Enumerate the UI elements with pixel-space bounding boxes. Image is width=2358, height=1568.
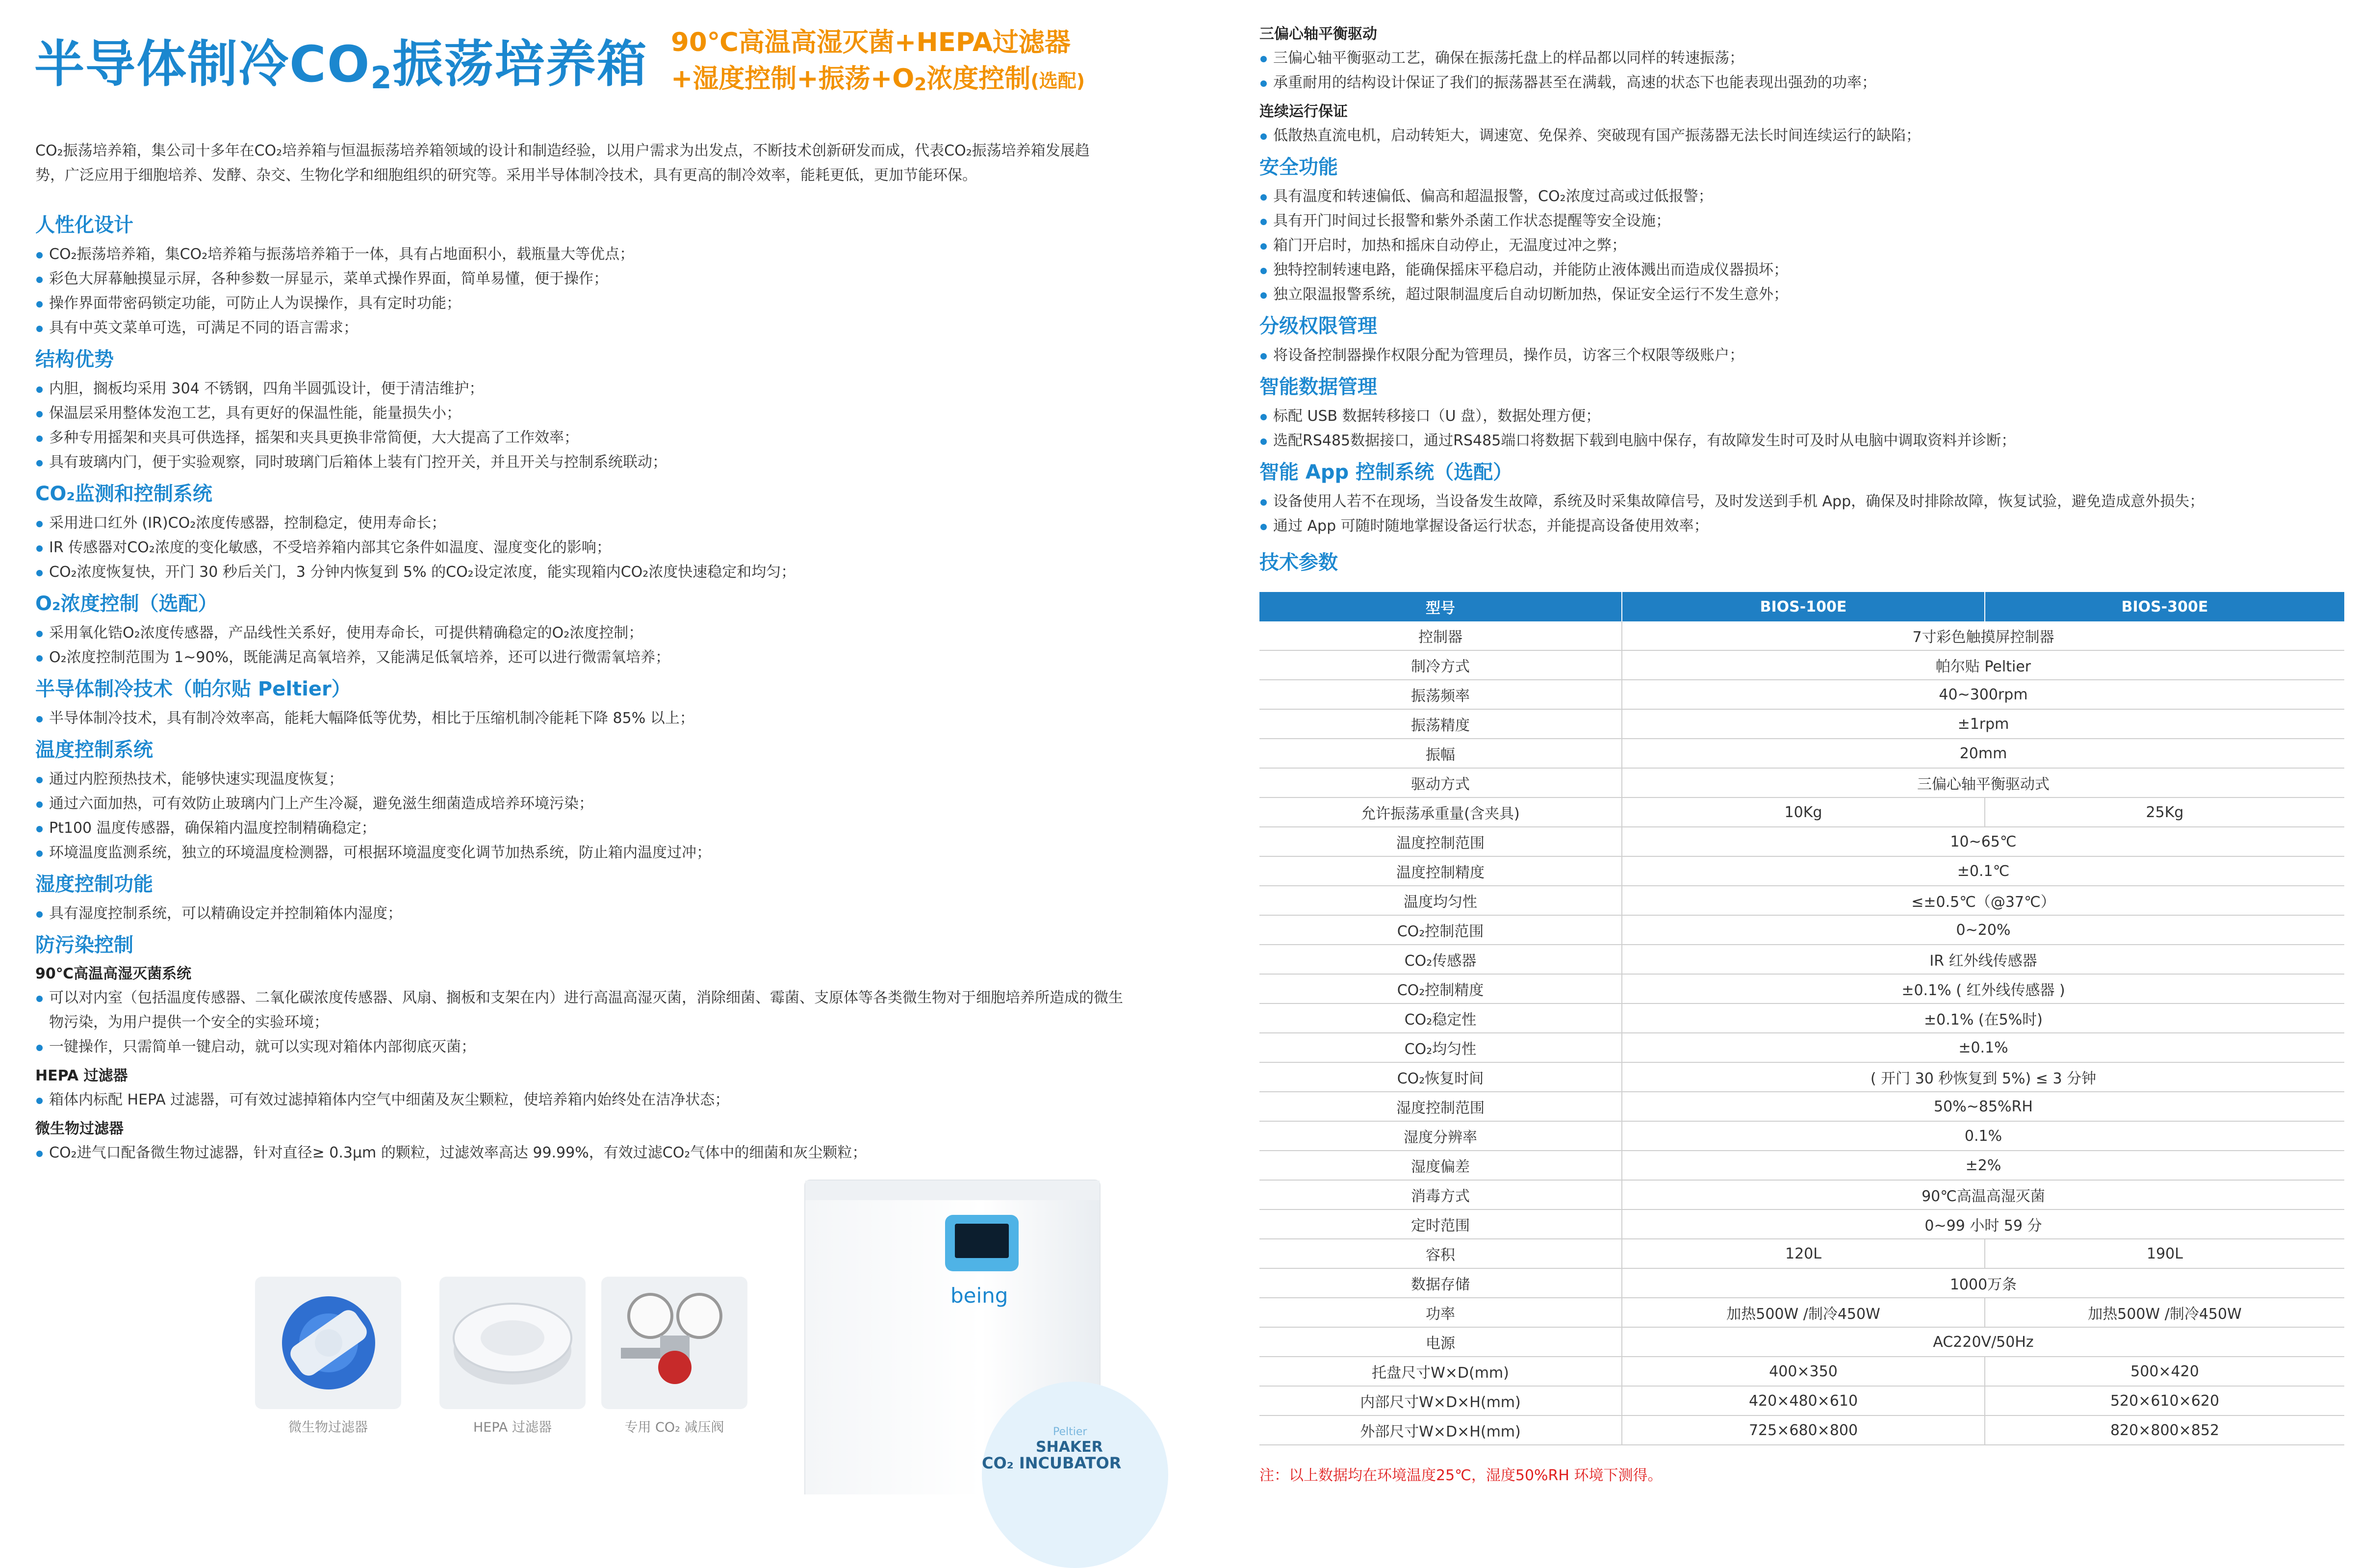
tagline: [671, 25, 1161, 103]
microbial-filter-image: [255, 1277, 401, 1409]
feature-item: 多种专用摇架和夹具可供选择，摇架和夹具更换非常简便，大大提高了工作效率；: [35, 426, 1124, 450]
spec-param-value: ±0.1℃: [1622, 856, 2344, 886]
screen-display: [955, 1224, 1009, 1258]
spec-param-value: ±1rpm: [1622, 709, 2344, 739]
control-panel-screen: [945, 1215, 1019, 1271]
drive-item: 三偏心轴平衡驱动工艺，确保在振荡托盘上的样品都以同样的转速振荡；: [1259, 46, 2348, 71]
title-text-pre: 半导体制冷CO: [34, 35, 371, 94]
feature-item: 半导体制冷技术，具有制冷效率高，能耗大幅降低等优势，相比于压缩机制冷能耗下降 85% 以上；: [35, 706, 1124, 731]
section-title: 防污染控制: [35, 934, 133, 956]
spec-param-name: CO₂恢复时间: [1259, 1062, 1622, 1092]
feature-list: [35, 377, 1124, 475]
feature-item: 将设备控制器操作权限分配为管理员，操作员，访客三个权限等级账户；: [1259, 343, 2348, 368]
feature-item: 独立限温报警系统，超过限制温度后自动切断加热，保证安全运行不发生意外；: [1259, 283, 2348, 307]
spec-param-value: 0~99 小时 59 分: [1622, 1209, 2344, 1239]
spec-value-300e: 190L: [1985, 1239, 2344, 1268]
spec-param-name: 振幅: [1259, 739, 1622, 768]
feature-item: 彩色大屏幕触摸显示屏，各种参数一屏显示，菜单式操作界面，简单易懂，便于操作；: [35, 267, 1124, 291]
spec-param-value: 20mm: [1622, 739, 2344, 768]
spec-value-100e: 10Kg: [1622, 797, 1985, 827]
caption-hepa-filter: HEPA 过滤器: [473, 1420, 552, 1435]
section-title: O₂浓度控制（选配）: [35, 592, 218, 615]
spec-param-name: 定时范围: [1259, 1209, 1622, 1239]
spec-table-body: [1259, 621, 2344, 1445]
tagline-line2-sub: 2: [914, 75, 927, 95]
spec-row: [1259, 856, 2344, 886]
feature-list: [1259, 404, 2348, 453]
spec-value-100e: 400×350: [1622, 1357, 1985, 1386]
spec-param-value: 1000万条: [1622, 1268, 2344, 1298]
spec-param-value: 7寸彩色触摸屏控制器: [1622, 621, 2344, 650]
feature-item: 具有温度和转速偏低、偏高和超温报警，CO₂浓度过高或过低报警；: [1259, 184, 2348, 209]
spec-table: [1259, 592, 2344, 1445]
spec-param-name: 内部尺寸W×D×H(mm): [1259, 1386, 1622, 1415]
spec-row: [1259, 1268, 2344, 1298]
feature-list: [1259, 343, 2348, 368]
main-title: [34, 25, 648, 96]
spec-row: [1259, 709, 2344, 739]
spec-row: [1259, 915, 2344, 945]
spec-param-value: ≤±0.5℃（@37℃）: [1622, 886, 2344, 915]
spec-param-name: 湿度分辨率: [1259, 1121, 1622, 1151]
title-subscript: 2: [370, 60, 393, 96]
cabinet-label-incubator: CO₂ INCUBATOR: [982, 1454, 1122, 1472]
spec-row: [1259, 650, 2344, 680]
feature-item: 采用氧化锆O₂浓度传感器，产品线性关系好，使用寿命长，可提供精确稳定的O₂浓度控制；: [35, 621, 1124, 645]
feature-item: 具有玻璃内门，便于实验观察，同时玻璃门后箱体上装有门控开关，并且开关与控制系统联动；: [35, 450, 1124, 475]
spec-value-100e: 725×680×800: [1622, 1415, 1985, 1445]
spec-param-name: 振荡精度: [1259, 709, 1622, 739]
feature-item: 独特控制转速电路，能确保摇床平稳启动，并能防止液体溅出而造成仪器损坏；: [1259, 258, 2348, 283]
hepa-item: 箱体内标配 HEPA 过滤器，可有效过滤掉箱体内空气中细菌及灰尘颗粒，使培养箱内始终处在洁净状态；: [35, 1088, 1124, 1112]
sterilization-item: 可以对内室（包括温度传感器、二氧化碳浓度传感器、风扇、搁板和支架在内）进行高温高湿灭菌，消除细菌、霉菌、支原体等各类微生物对于细胞培养所造成的微生物污染，为用户提供一个安全的实验环境；: [35, 986, 1124, 1035]
spec-param-name: 温度控制精度: [1259, 856, 1622, 886]
pressure-regulator-image: [601, 1277, 747, 1409]
spec-header-model: 型号: [1259, 592, 1622, 621]
spec-param-name: CO₂传感器: [1259, 945, 1622, 974]
spec-param-value: 0.1%: [1622, 1121, 2344, 1151]
spec-param-name: 外部尺寸W×D×H(mm): [1259, 1415, 1622, 1445]
feature-item: 通过内腔预热技术，能够快速实现温度恢复；: [35, 767, 1124, 792]
cabinet-label-peltier: Peltier: [1053, 1426, 1087, 1438]
spec-param-name: CO₂控制精度: [1259, 974, 1622, 1003]
operation-item: 低散热直流电机，启动转矩大，调速宽、免保养、突破现有国产振荡器无法长时间连续运行的缺陷；: [1259, 124, 2348, 148]
section-title: 安全功能: [1259, 156, 1338, 179]
feature-item: 操作界面带密码锁定功能，可防止人为误操作，具有定时功能；: [35, 291, 1124, 316]
feature-item: CO₂浓度恢复快，开门 30 秒后关门，3 分钟内恢复到 5% 的CO₂设定浓度，能实现箱内CO₂浓度快速稳定和均匀；: [35, 560, 1124, 585]
spec-title: 技术参数: [1259, 551, 1338, 574]
feature-item: IR 传感器对CO₂浓度的变化敏感，不受培养箱内部其它条件如温度、湿度变化的影响；: [35, 536, 1124, 560]
caption-pressure-regulator: 专用 CO₂ 减压阀: [624, 1420, 724, 1435]
section-title: 湿度控制功能: [35, 873, 153, 896]
tagline-optional-note: (选配): [1030, 70, 1085, 92]
spec-row: [1259, 739, 2344, 768]
spec-row: [1259, 797, 2344, 827]
spec-param-name: 驱动方式: [1259, 768, 1622, 797]
spec-row: [1259, 1033, 2344, 1062]
spec-row: [1259, 1062, 2344, 1092]
title-text-post: 振荡培养箱: [392, 35, 648, 94]
spec-param-value: 50%~85%RH: [1622, 1092, 2344, 1121]
spec-row: [1259, 1003, 2344, 1033]
spec-value-100e: 120L: [1622, 1239, 1985, 1268]
spec-row: [1259, 1121, 2344, 1151]
spec-value-300e: 加热500W /制冷450W: [1985, 1298, 2344, 1327]
tagline-line2-post: 浓度控制: [926, 64, 1031, 94]
feature-list: [1259, 489, 2348, 539]
spec-param-name: 数据存储: [1259, 1268, 1622, 1298]
spec-row: [1259, 945, 2344, 974]
right-feature-column: [1259, 23, 2348, 580]
feature-item: 箱门开启时，加热和摇床自动停止，无温度过冲之弊；: [1259, 233, 2348, 258]
spec-row: [1259, 1209, 2344, 1239]
feature-item: 选配RS485数据接口，通过RS485端口将数据下载到电脑中保存，有故障发生时可及时从电脑中调取资料并诊断；: [1259, 429, 2348, 453]
feature-item: 设备使用人若不在现场，当设备发生故障，系统及时采集故障信号，及时发送到手机 App，确保及时排除故障，恢复试验，避免造成意外损失；: [1259, 489, 2348, 514]
spec-param-name: 振荡频率: [1259, 680, 1622, 709]
section-title: 分级权限管理: [1259, 315, 1377, 337]
feature-item: 内胆，搁板均采用 304 不锈钢，四角半圆弧设计，便于清洁维护；: [35, 377, 1124, 401]
spec-param-value: ±0.1% ( 红外线传感器 ): [1622, 974, 2344, 1003]
spec-header-300e: BIOS-300E: [1985, 592, 2344, 621]
feature-list: [35, 242, 1124, 340]
feature-list: [35, 621, 1124, 670]
spec-param-name: 湿度偏差: [1259, 1151, 1622, 1180]
section-title: 智能 App 控制系统（选配）: [1259, 461, 1513, 484]
spec-param-value: AC220V/50Hz: [1622, 1327, 2344, 1357]
drive-item: 承重耐用的结构设计保证了我们的振荡器甚至在满载，高速的状态下也能表现出强劲的功率；: [1259, 71, 2348, 95]
microfilter-item: CO₂进气口配备微生物过滤器，针对直径≥ 0.3μm 的颗粒，过滤效率高达 99.99%，有效过滤CO₂气体中的细菌和灰尘颗粒；: [35, 1141, 1124, 1165]
spec-param-name: CO₂均匀性: [1259, 1033, 1622, 1062]
spec-param-value: 10~65℃: [1622, 827, 2344, 856]
feature-item: 具有中英文菜单可选，可满足不同的语言需求；: [35, 316, 1124, 340]
feature-item: 具有湿度控制系统，可以精确设定并控制箱体内湿度；: [35, 901, 1124, 926]
spec-param-name: 容积: [1259, 1239, 1622, 1268]
feature-list: [35, 706, 1124, 731]
spec-row: [1259, 1180, 2344, 1209]
sterilization-item: 一键操作，只需简单一键启动，就可以实现对箱体内部彻底灭菌；: [35, 1035, 1124, 1059]
spec-row: [1259, 886, 2344, 915]
spec-param-value: 帕尔贴 Peltier: [1622, 650, 2344, 680]
feature-item: 采用进口红外 (IR)CO₂浓度传感器，控制稳定，使用寿命长；: [35, 511, 1124, 536]
spec-param-name: 允许振荡承重量(含夹具): [1259, 797, 1622, 827]
hepa-list: [35, 1088, 1124, 1112]
decorative-circle: [982, 1382, 1168, 1568]
sub-heading: 微生物过滤器: [35, 1120, 124, 1137]
spec-param-name: 制冷方式: [1259, 650, 1622, 680]
section-title: 结构优势: [35, 348, 114, 371]
feature-list: [35, 767, 1124, 865]
section-title: 智能数据管理: [1259, 376, 1377, 398]
left-feature-column: [35, 211, 1124, 1170]
feature-item: 标配 USB 数据转移接口（U 盘），数据处理方便；: [1259, 404, 2348, 429]
feature-list: [35, 901, 1124, 926]
sub-heading: 90℃高温高湿灭菌系统: [35, 965, 192, 982]
spec-row: [1259, 1357, 2344, 1386]
spec-row: [1259, 1092, 2344, 1121]
spec-param-value: 0~20%: [1622, 915, 2344, 945]
spec-param-name: 消毒方式: [1259, 1180, 1622, 1209]
drive-list: [1259, 46, 2348, 95]
spec-param-name: 湿度控制范围: [1259, 1092, 1622, 1121]
section-title: 温度控制系统: [35, 739, 153, 761]
sub-heading: HEPA 过滤器: [35, 1067, 128, 1084]
spec-param-value: 三偏心轴平衡驱动式: [1622, 768, 2344, 797]
tagline-line2: [671, 61, 1161, 103]
spec-row: [1259, 768, 2344, 797]
spec-param-value: ( 开门 30 秒恢复到 5%) ≤ 3 分钟: [1622, 1062, 2344, 1092]
section-title: 人性化设计: [35, 214, 133, 236]
feature-item: 具有开门时间过长报警和紫外杀菌工作状态提醒等安全设施；: [1259, 209, 2348, 233]
tagline-line1: 90℃高温高湿灭菌+HEPA过滤器: [671, 27, 1071, 57]
spec-value-100e: 420×480×610: [1622, 1386, 1985, 1415]
spec-param-name: CO₂控制范围: [1259, 915, 1622, 945]
brand-logo: being: [950, 1284, 1008, 1308]
section-title: CO₂监测和控制系统: [35, 483, 212, 505]
feature-item: Pt100 温度传感器，确保箱内温度控制精确稳定；: [35, 816, 1124, 841]
spec-footnote: 注：以上数据均在环境温度25℃，湿度50%RH 环境下测得。: [1259, 1467, 1663, 1484]
spec-row: [1259, 827, 2344, 856]
spec-row: [1259, 1327, 2344, 1357]
sterilization-list: [35, 986, 1124, 1059]
intro-paragraph: CO₂振荡培养箱，集公司十多年在CO₂培养箱与恒温振荡培养箱领域的设计和制造经验，以用户需求为出发点，不断技术创新研发而成，代表CO₂振荡培养箱发展趋势，广泛应用于细胞培养、发酵、杂交、生物化学和细胞组织的研究等。采用半导体制冷技术，具有更高的制冷效率，能耗更低，更加节能环保。: [35, 142, 1090, 184]
operation-list: [1259, 124, 2348, 148]
shaker-incubator-image: [804, 1180, 1122, 1494]
section-title: 半导体制冷技术（帕尔贴 Peltier）: [35, 678, 351, 700]
sub-heading: 连续运行保证: [1259, 103, 1348, 120]
feature-item: CO₂振荡培养箱，集CO₂培养箱与振荡培养箱于一体，具有占地面积小，载瓶量大等优点；: [35, 242, 1124, 267]
feature-item: 环境温度监测系统，独立的环境温度检测器，可根据环境温度变化调节加热系统，防止箱内温度过冲；: [35, 841, 1124, 865]
spec-param-value: ±0.1% (在5%时): [1622, 1003, 2344, 1033]
sub-heading: 三偏心轴平衡驱动: [1259, 26, 1377, 43]
spec-param-name: 温度均匀性: [1259, 886, 1622, 915]
spec-param-value: IR 红外线传感器: [1622, 945, 2344, 974]
spec-row: [1259, 974, 2344, 1003]
spec-param-name: 托盘尺寸W×D(mm): [1259, 1357, 1622, 1386]
spec-row: [1259, 1298, 2344, 1327]
spec-row: [1259, 680, 2344, 709]
caption-microbial-filter: 微生物过滤器: [288, 1420, 368, 1435]
spec-row: [1259, 1151, 2344, 1180]
spec-table-header-row: [1259, 592, 2344, 621]
microfilter-list: [35, 1141, 1124, 1165]
spec-param-value: 90℃高温高湿灭菌: [1622, 1180, 2344, 1209]
cabinet-label-shaker: SHAKER: [1036, 1439, 1103, 1456]
spec-value-300e: 25Kg: [1985, 797, 2344, 827]
spec-param-name: 电源: [1259, 1327, 1622, 1357]
spec-param-value: 40~300rpm: [1622, 680, 2344, 709]
spec-param-name: 控制器: [1259, 621, 1622, 650]
cabinet-top: [805, 1181, 1100, 1200]
hepa-filter-image: [439, 1277, 586, 1409]
spec-param-name: CO₂稳定性: [1259, 1003, 1622, 1033]
feature-item: 通过 App 可随时随地掌握设备运行状态，并能提高设备使用效率；: [1259, 514, 2348, 539]
spec-header-100e: BIOS-100E: [1622, 592, 1985, 621]
spec-param-value: ±2%: [1622, 1151, 2344, 1180]
spec-row: [1259, 621, 2344, 650]
spec-param-name: 功率: [1259, 1298, 1622, 1327]
feature-item: O₂浓度控制范围为 1~90%，既能满足高氧培养，又能满足低氧培养，还可以进行微需氧培养；: [35, 645, 1124, 670]
tagline-line2-pre: +湿度控制+振荡+O: [671, 64, 915, 94]
spec-value-100e: 加热500W /制冷450W: [1622, 1298, 1985, 1327]
feature-item: 通过六面加热，可有效防止玻璃内门上产生冷凝，避免滋生细菌造成培养环境污染；: [35, 792, 1124, 816]
spec-param-value: ±0.1%: [1622, 1033, 2344, 1062]
feature-list: [35, 511, 1124, 585]
feature-list: [1259, 184, 2348, 307]
left-page: [0, 0, 1179, 1493]
spec-param-name: 温度控制范围: [1259, 827, 1622, 856]
spec-row: [1259, 1415, 2344, 1445]
spec-row: [1259, 1386, 2344, 1415]
spec-row: [1259, 1239, 2344, 1268]
spec-value-300e: 500×420: [1985, 1357, 2344, 1386]
feature-item: 保温层采用整体发泡工艺，具有更好的保温性能，能量损失小；: [35, 401, 1124, 426]
spec-value-300e: 820×800×852: [1985, 1415, 2344, 1445]
spec-value-300e: 520×610×620: [1985, 1386, 2344, 1415]
